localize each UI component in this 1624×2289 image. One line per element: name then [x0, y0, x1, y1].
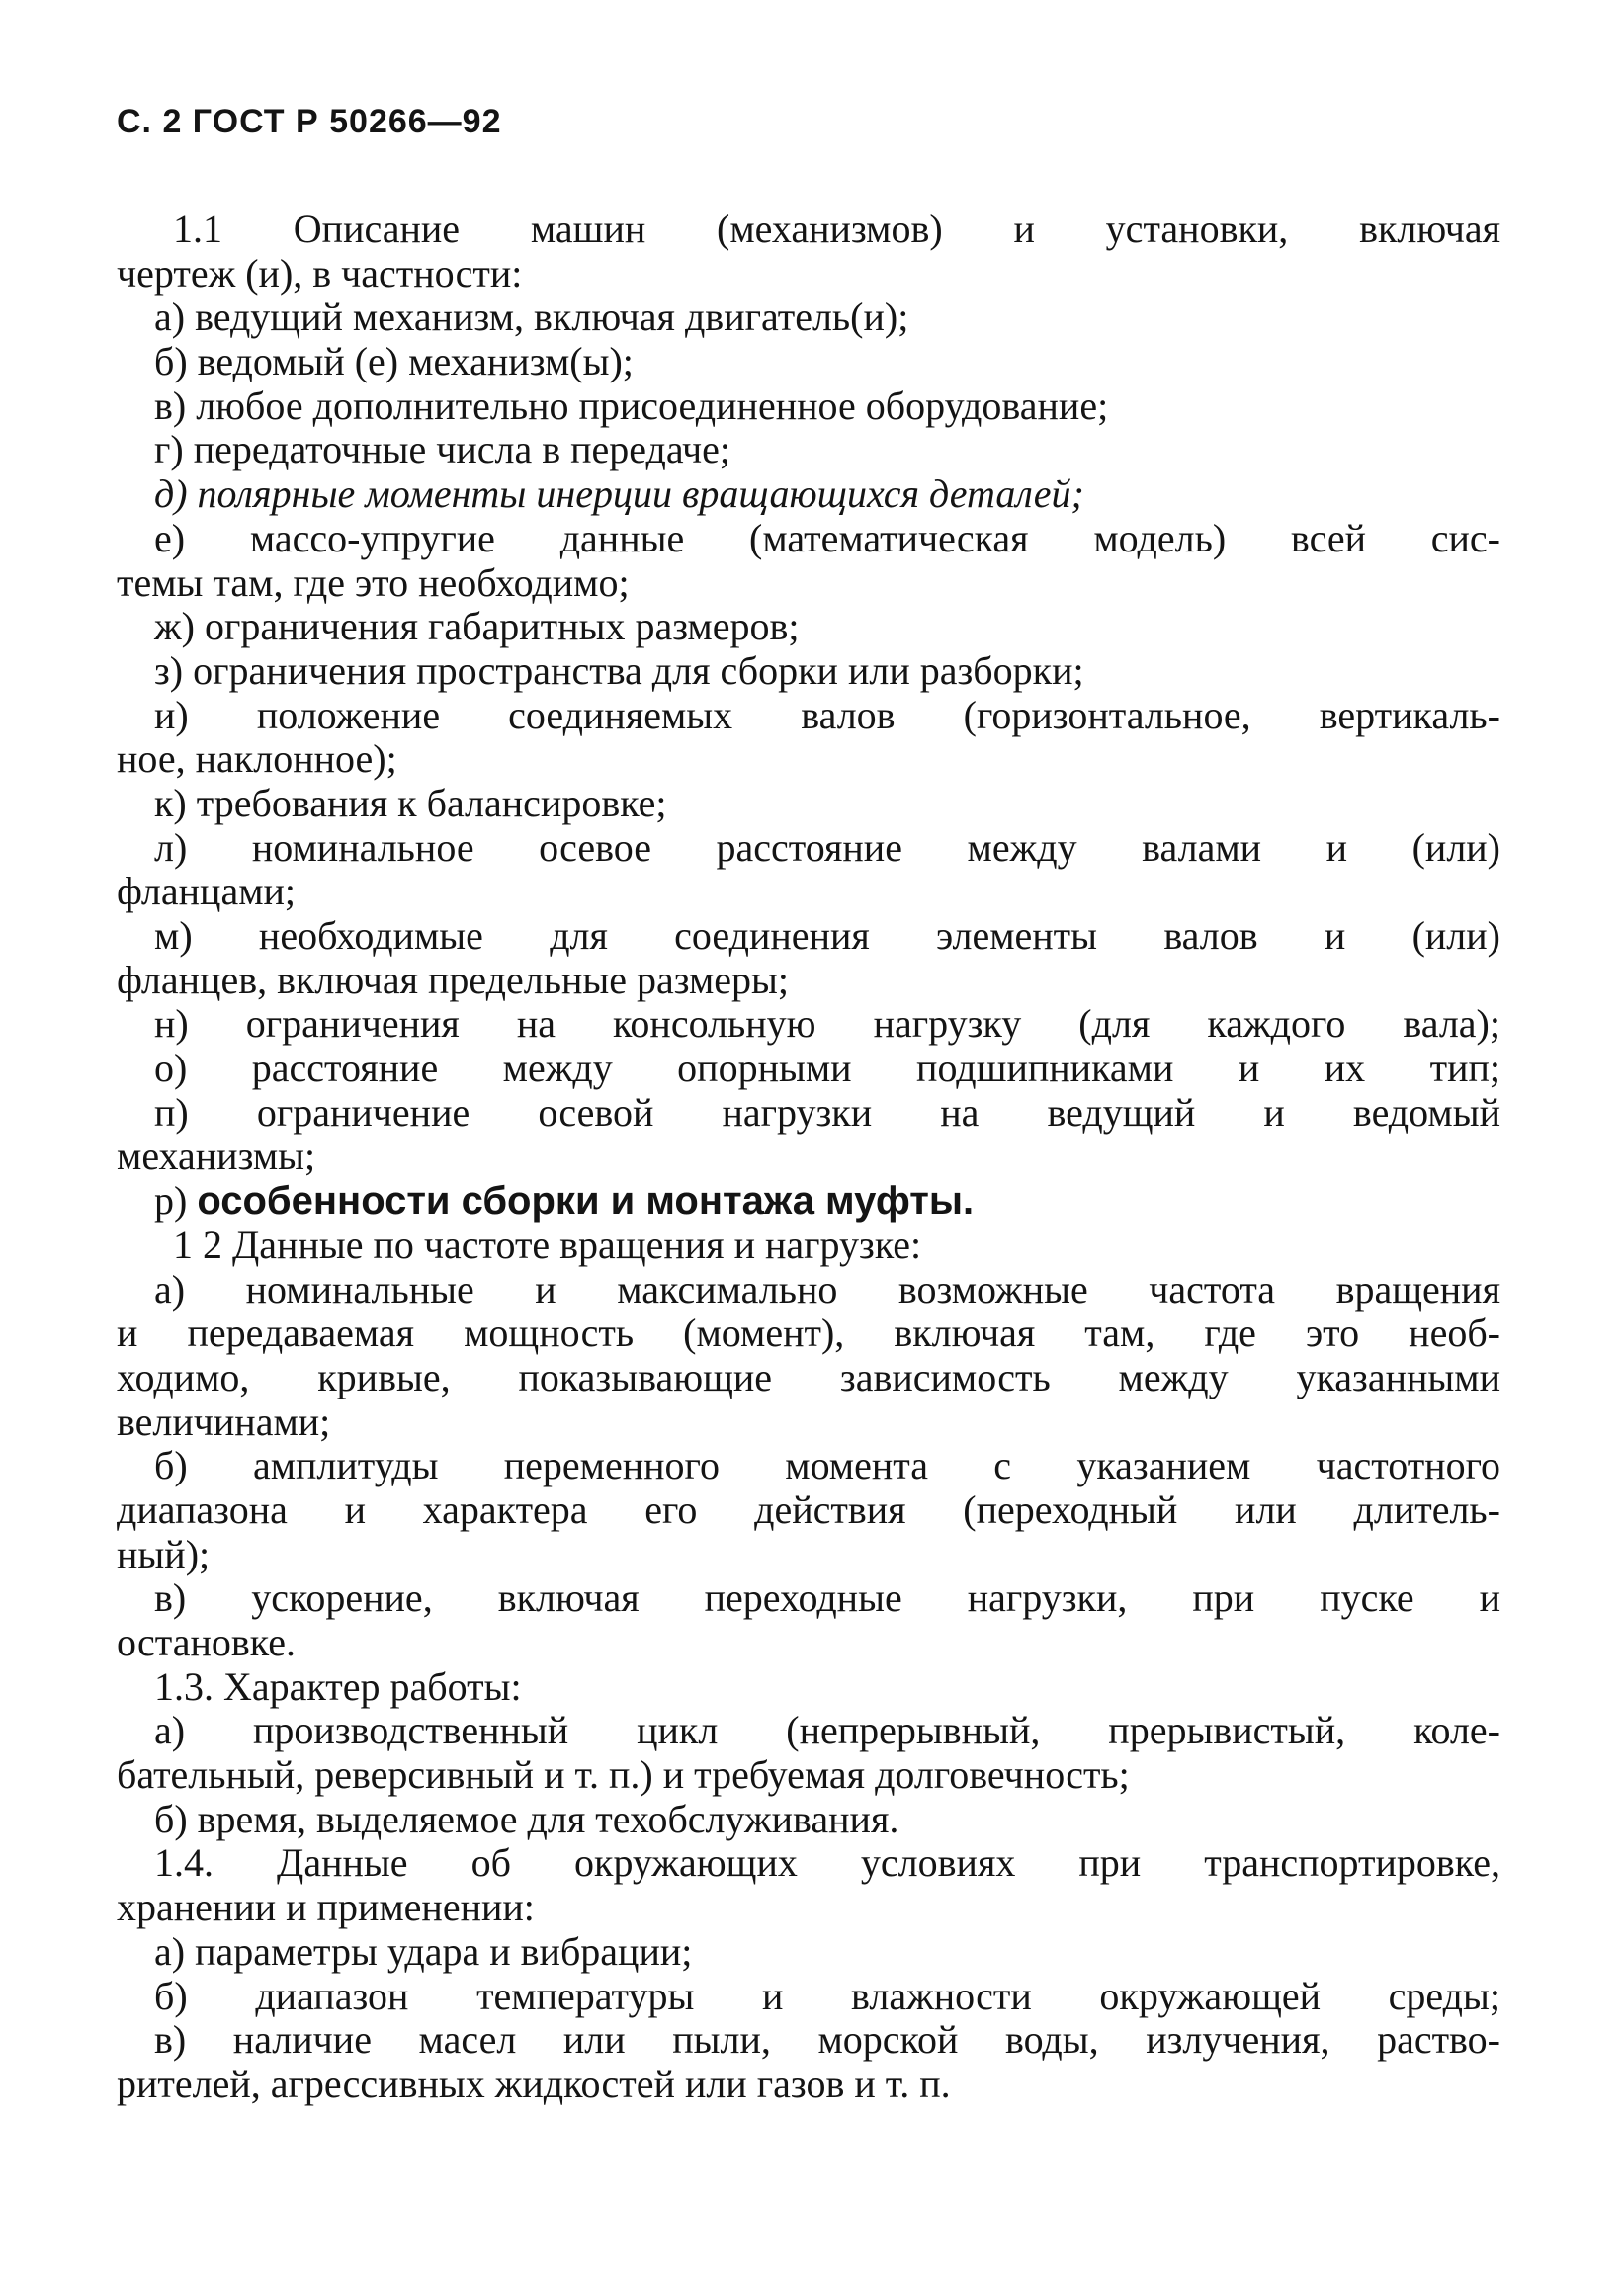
paragraph-line: 1.1 Описание машин (механизмов) и установки, включая — [173, 207, 1500, 251]
list-item: а) производственный цикл (непрерывный, прерывистый, коле- — [154, 1708, 1500, 1753]
section-heading: 1.3. Характер работы: — [154, 1663, 522, 1709]
list-item: г) передаточные числа в передаче; — [154, 427, 731, 472]
list-item: н) ограничения на консольную нагрузку (для каждого вала); — [154, 1001, 1500, 1047]
list-item: е) массо-упругие данные (математическая модель) всей сис- — [154, 515, 1500, 560]
list-item: а) параметры удара и вибрации; — [154, 1928, 693, 1974]
list-item: б) амплитуды переменного момента с указанием частотного — [154, 1443, 1500, 1488]
list-item — [117, 1179, 1500, 1224]
paragraph-line: и передаваемая мощность (момент), включая там, где это необ- — [117, 1311, 1500, 1356]
paragraph-line: остановке. — [117, 1620, 296, 1664]
paragraph-line: темы там, где это необходимо; — [117, 559, 630, 605]
bold-text: особенности сборки и монтажа муфты. — [197, 1179, 975, 1224]
paragraph-line: ное, наклонное); — [117, 736, 397, 782]
list-item: д) полярные моменты инерции вращающихся деталей; — [154, 471, 1084, 517]
paragraph-line: величинами; — [117, 1399, 331, 1444]
list-item: и) положение соединяемых валов (горизонтальное, вертикаль- — [154, 692, 1500, 737]
list-item: б) диапазон температуры и влажности окружающей среды; — [154, 1973, 1500, 2018]
list-item: в) ускорение, включая переходные нагрузки, при пуске и — [154, 1575, 1500, 1621]
paragraph-line: фланцев, включая предельные размеры; — [117, 957, 790, 1002]
document-body — [117, 208, 1500, 2107]
paragraph-line: бательный, реверсивный и т. п.) и требуемая долговечность; — [117, 1752, 1130, 1798]
list-item: л) номинальное осевое расстояние между валами и (или) — [154, 824, 1500, 870]
list-item: б) ведомый (е) механизм(ы); — [154, 339, 634, 384]
paragraph-line: фланцами; — [117, 869, 297, 914]
paragraph-line: хранении и применении: — [117, 1885, 535, 1930]
list-item: б) время, выделяемое для техобслуживания. — [154, 1796, 899, 1841]
paragraph-line: ный); — [117, 1531, 211, 1576]
paragraph-line: механизмы; — [117, 1134, 316, 1179]
list-item: в) наличие масел или пыли, морской воды, излучения, раство- — [154, 2017, 1500, 2063]
section-heading: 1.4. Данные об окружающих условиях при транспортировке, — [154, 1840, 1500, 1886]
paragraph-line: диапазона и характера его действия (переходный или длитель- — [117, 1486, 1500, 1532]
list-item: к) требования к балансировке; — [154, 780, 667, 825]
list-item: а) ведущий механизм, включая двигатель(и); — [154, 295, 909, 340]
list-item: п) ограничение осевой нагрузки на ведущий и ведомый — [154, 1089, 1500, 1135]
list-item: м) необходимые для соединения элементы валов и (или) — [154, 913, 1500, 958]
paragraph-line: ходимо, кривые, показывающие зависимость между указанными — [117, 1354, 1500, 1399]
list-item: о) расстояние между опорными подшипниками и их тип; — [154, 1046, 1500, 1091]
paragraph-line: чертеж (и), в частности: — [117, 250, 523, 296]
list-marker: р) — [154, 1178, 188, 1224]
list-item: а) номинальные и максимально возможные частота вращения — [154, 1266, 1500, 1312]
page-header: С. 2 ГОСТ Р 50266—92 — [117, 103, 502, 140]
list-item: з) ограничения пространства для сборки или разборки; — [154, 647, 1084, 693]
list-item: ж) ограничения габаритных размеров; — [154, 604, 800, 649]
list-item: в) любое дополнительно присоединенное оборудование; — [154, 382, 1109, 428]
paragraph-line: рителей, агрессивных жидкостей или газов и т. п. — [117, 2061, 951, 2106]
section-heading: 1 2 Данные по частоте вращения и нагрузке: — [173, 1222, 922, 1267]
